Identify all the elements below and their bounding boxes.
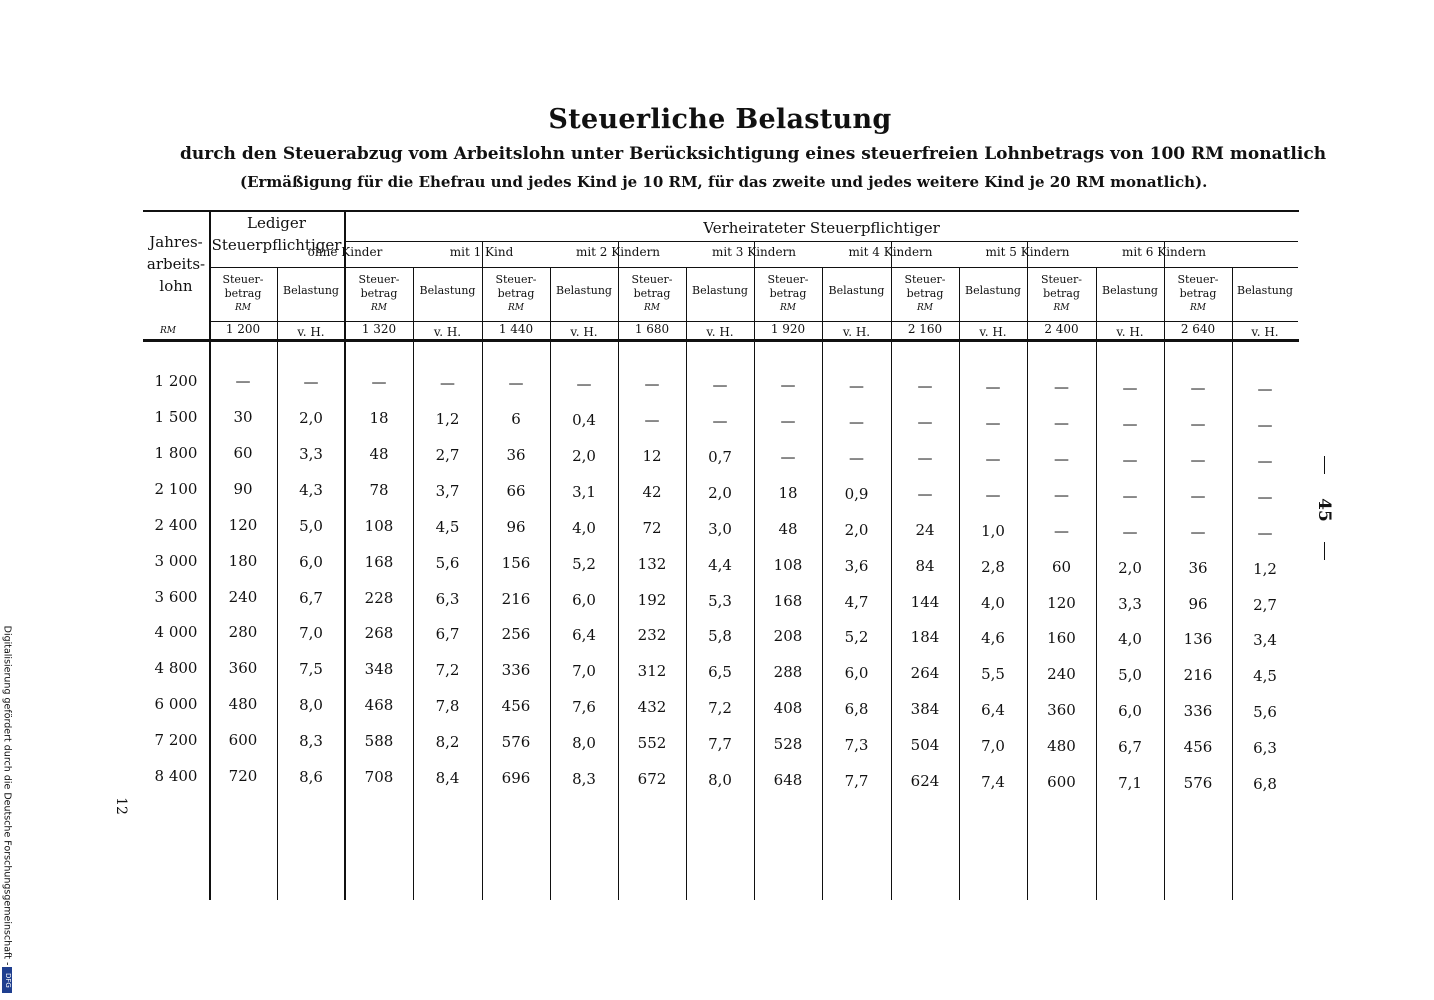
table-cell: 588 — [364, 732, 394, 750]
table-cell: — — [1054, 486, 1069, 504]
table-cell: 8,6 — [299, 768, 323, 786]
burden-header: Belastung — [965, 284, 1021, 297]
table-cell: 60 — [233, 444, 253, 462]
table-cell: 4,3 — [299, 481, 323, 499]
table-top-rule — [143, 210, 1299, 212]
table-cell: 192 — [637, 591, 667, 609]
table-cell: — — [644, 411, 660, 429]
table-cell: 240 — [1047, 665, 1076, 683]
table-cell: — — [780, 448, 796, 466]
tax-amount-header: betrag — [1043, 287, 1080, 300]
table-cell: 4,6 — [981, 629, 1005, 647]
table-cell: 72 — [642, 519, 662, 537]
tax-amount-header: betrag — [906, 287, 944, 300]
table-cell: 208 — [773, 627, 803, 645]
table-cell: 0,9 — [844, 485, 869, 503]
table-cell: — — [780, 376, 796, 394]
sub-rule — [413, 267, 414, 900]
table-cell: — — [985, 450, 1001, 468]
table-cell: — — [1190, 523, 1206, 541]
table-cell: — — [985, 414, 1001, 432]
table-cell: — — [1054, 414, 1069, 432]
tax-unit-label: RM — [917, 303, 933, 313]
tax-unit-label: RM — [1190, 303, 1206, 313]
threshold-value: 1 200 — [225, 322, 261, 336]
table-cell: — — [1054, 522, 1069, 540]
tax-amount-header: betrag — [360, 287, 398, 300]
table-cell: — — [235, 372, 251, 390]
table-cell: 5,0 — [1118, 666, 1142, 684]
table-cell: 7,3 — [844, 736, 869, 754]
table-cell: 7,8 — [435, 697, 460, 715]
burden-unit-label: v. H. — [1251, 325, 1279, 339]
burden-header: Belastung — [1237, 284, 1293, 297]
table-cell: 3,1 — [572, 483, 596, 501]
table-cell: 256 — [501, 625, 531, 643]
burden-unit-label: v. H. — [433, 325, 462, 339]
table-cell: — — [849, 449, 864, 467]
table-cell: — — [1257, 488, 1273, 506]
table-cell: 108 — [773, 556, 803, 574]
sub-rule — [1232, 267, 1233, 900]
table-cell: — — [712, 376, 728, 394]
table-cell: 184 — [910, 628, 940, 646]
table-cell: 624 — [910, 772, 940, 790]
table-cell: 6,0 — [299, 553, 323, 571]
tax-unit-label: RM — [1053, 303, 1070, 313]
dfg-logo: DFG — [2, 967, 12, 993]
page-number-right: 45 — [1313, 498, 1334, 522]
tax-unit-label: RM — [235, 303, 251, 313]
table-cell: 552 — [637, 734, 667, 752]
table-cell: — — [644, 375, 660, 393]
table-cell: 180 — [228, 552, 258, 570]
table-cell: 216 — [501, 590, 531, 608]
table-cell: 8,3 — [572, 770, 596, 788]
table-cell: 8,4 — [435, 769, 460, 787]
table-cell: 264 — [910, 664, 940, 682]
table-cell: 1,2 — [1253, 560, 1277, 578]
table-cell: 6,4 — [572, 626, 596, 644]
table-cell: 7,2 — [708, 699, 732, 717]
table-cell: 360 — [228, 659, 258, 677]
burden-unit-label: v. H. — [706, 325, 734, 339]
table-cell: 7,2 — [435, 661, 460, 679]
table-cell: 18 — [369, 409, 389, 427]
table-cell: 60 — [1051, 558, 1072, 576]
row-income: 4 800 — [154, 659, 198, 677]
table-cell: 168 — [773, 592, 803, 610]
tax-unit-label: RM — [371, 303, 387, 313]
table-cell: — — [985, 378, 1001, 396]
table-cell: — — [508, 374, 524, 392]
table-cell: 576 — [501, 733, 531, 751]
table-cell: 7,7 — [708, 735, 732, 753]
table-cell: 84 — [915, 557, 935, 575]
table-cell: — — [1257, 452, 1273, 470]
sub-rule — [1096, 267, 1097, 900]
table-cell: 3,7 — [435, 482, 460, 500]
page-title: Steuerliche Belastung — [548, 104, 892, 135]
table-cell: 6,3 — [435, 590, 460, 608]
table-cell: 156 — [501, 554, 531, 572]
table-cell: 66 — [506, 482, 526, 500]
table-cell: 3,3 — [1118, 595, 1142, 613]
table-cell: 280 — [228, 623, 258, 641]
table-cell: 96 — [1188, 595, 1208, 613]
table-cell: 648 — [773, 771, 803, 789]
table-cell: 48 — [369, 445, 389, 463]
table-cell: — — [849, 377, 864, 395]
threshold-value: 1 440 — [498, 322, 534, 336]
table-cell: 384 — [910, 700, 940, 718]
tax-amount-header: Steuer- — [222, 273, 264, 286]
tax-unit-label: RM — [508, 303, 524, 313]
burden-header: Belastung — [828, 284, 885, 297]
header-bottom-rule — [143, 339, 1299, 342]
table-cell: 24 — [915, 521, 935, 539]
table-cell: 4,5 — [1253, 667, 1277, 685]
table-cell: 5,5 — [981, 665, 1005, 683]
burden-header: Belastung — [556, 284, 612, 297]
table-cell: — — [371, 373, 387, 391]
row-income: 7 200 — [154, 731, 198, 749]
tax-amount-header: betrag — [1179, 287, 1217, 300]
table-cell: — — [780, 412, 796, 430]
burden-unit-label: v. H. — [297, 325, 325, 339]
subgroup-header: mit 4 Kindern — [848, 245, 933, 259]
single-header-line: Steuerpflichtiger — [211, 236, 342, 254]
row-income: 8 400 — [154, 767, 198, 785]
subgroup-header: mit 6 Kindern — [1121, 245, 1207, 259]
threshold-value: 2 640 — [1180, 322, 1216, 336]
table-cell: 2,7 — [1253, 596, 1277, 614]
table-cell: 2,0 — [1118, 559, 1142, 577]
table-cell: — — [1122, 487, 1138, 505]
table-cell: 2,0 — [572, 447, 596, 465]
table-cell: — — [1257, 524, 1273, 542]
table-cell: 36 — [506, 446, 526, 464]
table-cell: 3,6 — [844, 557, 869, 575]
sub-rule — [959, 267, 960, 900]
table-cell: 600 — [1047, 773, 1076, 791]
table-cell: 600 — [228, 731, 258, 749]
threshold-value: 2 160 — [907, 322, 943, 336]
row-income: 3 600 — [154, 588, 198, 606]
table-cell: 6,3 — [1253, 739, 1277, 757]
table-cell: — — [1257, 416, 1273, 434]
table-cell: 6,7 — [1118, 738, 1142, 756]
table-cell: 3,4 — [1253, 631, 1277, 649]
tax-amount-header: betrag — [224, 287, 262, 300]
table-cell: 480 — [228, 695, 258, 713]
tax-amount-header: Steuer- — [358, 273, 400, 286]
table-cell: 8,3 — [299, 732, 323, 750]
table-cell: 2,0 — [299, 409, 323, 427]
income-unit-label: RM — [160, 326, 176, 336]
single-header-line: Lediger — [247, 214, 306, 232]
table-cell: 90 — [233, 480, 253, 498]
table-cell: 408 — [773, 699, 803, 717]
tax-amount-header: betrag — [633, 287, 671, 300]
table-cell: 0,7 — [708, 448, 732, 466]
table-cell: 2,8 — [981, 558, 1005, 576]
table-cell: — — [303, 373, 319, 391]
table-cell: 4,4 — [708, 556, 732, 574]
table-cell: — — [1190, 415, 1206, 433]
table-cell: 6,8 — [1253, 775, 1277, 793]
table-cell: 30 — [233, 408, 253, 426]
table-cell: 6,5 — [708, 663, 732, 681]
page-subtitle: durch den Steuerabzug vom Arbeitslohn unter Berücksichtigung eines steuerfreien Lohnbetrags von 100 RM monatlich — [180, 144, 1327, 164]
married-header: Verheirateter Steuerpflichtiger — [703, 219, 940, 237]
table-cell: 348 — [364, 660, 394, 678]
subgroup-header: mit 3 Kindern — [711, 245, 797, 259]
table-cell: 4,5 — [435, 518, 460, 536]
tax-amount-header: betrag — [497, 287, 535, 300]
subgroup-header: mit 1 Kind — [449, 245, 514, 259]
tax-amount-header: Steuer- — [1177, 273, 1219, 286]
table-cell: 240 — [228, 588, 258, 606]
table-cell: — — [712, 412, 728, 430]
table-cell: 132 — [637, 555, 667, 573]
table-cell: 18 — [778, 484, 798, 502]
digitization-note: Digitalisierung gefördert durch die Deutsche Forschungsgemeinschaft - — [1, 625, 13, 966]
table-cell: — — [1257, 380, 1273, 398]
income-column-header: Jahres- — [149, 233, 203, 251]
row-income: 6 000 — [154, 695, 198, 713]
table-cell: 3,3 — [299, 445, 323, 463]
table-cell: 336 — [1183, 702, 1213, 720]
burden-header: Belastung — [1102, 284, 1158, 297]
table-cell: 6,0 — [572, 591, 596, 609]
table-cell: — — [917, 485, 933, 503]
table-cell: 2,0 — [844, 521, 869, 539]
table-cell: 160 — [1047, 629, 1076, 647]
table-cell: 168 — [364, 553, 394, 571]
table-cell: 120 — [228, 516, 258, 534]
row-income: 1 500 — [154, 408, 198, 426]
row-income: 3 000 — [154, 552, 198, 570]
margin-dash — [1324, 456, 1325, 474]
table-cell: 1,0 — [981, 522, 1005, 540]
table-cell: 6,0 — [844, 664, 869, 682]
table-cell: 6,7 — [299, 589, 323, 607]
table-cell: 4,0 — [1118, 630, 1142, 648]
table-cell: 7,4 — [981, 773, 1005, 791]
table-cell: 6,8 — [844, 700, 869, 718]
sub-rule — [277, 267, 278, 900]
table-cell: 1,2 — [435, 410, 460, 428]
table-cell: 720 — [228, 767, 258, 785]
table-cell: — — [1190, 451, 1206, 469]
table-cell: 5,3 — [708, 592, 732, 610]
table-cell: 708 — [364, 768, 394, 786]
table-cell: — — [917, 377, 933, 395]
table-cell: 8,0 — [572, 734, 596, 752]
table-cell: 8,0 — [299, 696, 323, 714]
table-cell: — — [849, 413, 864, 431]
row-income: 1 200 — [154, 372, 198, 390]
table-cell: 216 — [1183, 666, 1213, 684]
row-income: 2 400 — [154, 516, 198, 534]
table-cell: — — [1122, 523, 1138, 541]
burden-header: Belastung — [692, 284, 748, 297]
table-cell: 480 — [1047, 737, 1076, 755]
threshold-value: 1 320 — [361, 322, 397, 336]
table-cell: 360 — [1047, 701, 1076, 719]
tax-amount-header: Steuer- — [904, 273, 946, 286]
table-cell: 288 — [773, 663, 803, 681]
table-cell: 456 — [501, 697, 531, 715]
tax-amount-header: Steuer- — [631, 273, 673, 286]
table-cell: 7,1 — [1118, 774, 1142, 792]
tax-amount-header: betrag — [769, 287, 807, 300]
table-cell: 7,7 — [844, 772, 869, 790]
table-cell: 672 — [637, 770, 667, 788]
table-cell: 4,7 — [844, 593, 869, 611]
table-cell: 456 — [1183, 738, 1213, 756]
table-cell: 0,4 — [572, 411, 596, 429]
table-cell: 2,0 — [708, 484, 732, 502]
threshold-value: 1 920 — [770, 322, 806, 336]
margin-dash — [1324, 542, 1325, 560]
table-cell: 6,0 — [1118, 702, 1142, 720]
table-cell: 7,0 — [299, 624, 323, 642]
sub-rule — [822, 267, 823, 900]
sub-rule — [686, 267, 687, 900]
table-cell: 2,7 — [435, 446, 460, 464]
threshold-value: 2 400 — [1044, 322, 1079, 336]
table-cell: — — [1054, 450, 1069, 468]
table-cell: 432 — [637, 698, 667, 716]
table-cell: 6,7 — [435, 625, 460, 643]
threshold-value: 1 680 — [634, 322, 670, 336]
table-cell: 8,2 — [435, 733, 460, 751]
tax-amount-header: Steuer- — [495, 273, 537, 286]
table-cell: 7,0 — [572, 662, 596, 680]
table-cell: — — [440, 374, 455, 392]
tax-amount-header: Steuer- — [1040, 273, 1083, 286]
table-cell: — — [1122, 415, 1138, 433]
table-cell: — — [576, 375, 592, 393]
table-cell: 232 — [637, 626, 667, 644]
table-cell: 696 — [501, 769, 531, 787]
subgroup-header: mit 2 Kindern — [575, 245, 661, 259]
table-cell: — — [1190, 487, 1206, 505]
table-cell: 6 — [511, 410, 521, 428]
page-note: (Ermäßigung für die Ehefrau und jedes Kind je 10 RM, für das zweite und jedes weitere Kind je 20 RM monatlich). — [240, 173, 1208, 191]
subgroup-header: mit 5 Kindern — [985, 245, 1070, 259]
table-cell: 576 — [1183, 774, 1213, 792]
table-cell: 78 — [369, 481, 389, 499]
subgroup-header: ohne Kinder — [307, 245, 383, 259]
table-cell: 7,5 — [299, 660, 323, 678]
table-cell: 8,0 — [708, 771, 732, 789]
table-cell: 48 — [778, 520, 798, 538]
burden-unit-label: v. H. — [570, 325, 598, 339]
row-income: 4 000 — [154, 623, 198, 641]
table-cell: 4,0 — [981, 594, 1005, 612]
table-cell: 468 — [364, 696, 394, 714]
table-cell: 528 — [773, 735, 803, 753]
table-cell: 6,4 — [981, 701, 1005, 719]
table-cell: — — [917, 449, 933, 467]
table-cell: 312 — [637, 662, 667, 680]
table-cell: 4,0 — [572, 519, 596, 537]
table-cell: 268 — [364, 624, 394, 642]
table-cell: 5,6 — [435, 554, 460, 572]
tax-amount-header: Steuer- — [767, 273, 809, 286]
table-cell: 36 — [1188, 559, 1208, 577]
row-income: 1 800 — [154, 444, 198, 462]
table-cell: 336 — [501, 661, 531, 679]
table-cell: — — [1054, 378, 1069, 396]
burden-unit-label: v. H. — [1116, 325, 1144, 339]
tax-unit-label: RM — [644, 303, 660, 313]
table-cell: 504 — [910, 736, 940, 754]
burden-header: Belastung — [419, 284, 476, 297]
row-income: 2 100 — [154, 480, 198, 498]
table-cell: 136 — [1183, 630, 1213, 648]
table-cell: 5,8 — [708, 627, 732, 645]
table-cell: 5,0 — [299, 517, 323, 535]
table-cell: 5,2 — [572, 555, 596, 573]
table-cell: — — [1122, 379, 1138, 397]
table-cell: — — [1190, 379, 1206, 397]
table-cell: 5,6 — [1253, 703, 1277, 721]
table-cell: 7,0 — [981, 737, 1005, 755]
table-cell: 96 — [506, 518, 526, 536]
sub-rule — [550, 267, 551, 900]
table-cell: 144 — [910, 593, 940, 611]
income-column-header: lohn — [159, 277, 193, 295]
burden-unit-label: v. H. — [842, 325, 871, 339]
burden-header: Belastung — [283, 284, 339, 297]
table-cell: 3,0 — [708, 520, 732, 538]
table-cell: 42 — [642, 483, 662, 501]
table-cell: 120 — [1047, 594, 1076, 612]
table-cell: 108 — [364, 517, 394, 535]
burden-unit-label: v. H. — [979, 325, 1007, 339]
table-cell: 228 — [364, 589, 394, 607]
table-cell: 7,6 — [572, 698, 596, 716]
table-cell: 5,2 — [844, 628, 869, 646]
table-cell: 12 — [642, 447, 662, 465]
table-cell: — — [985, 486, 1001, 504]
page-number-left: 12 — [112, 797, 129, 815]
group-header-rule — [345, 241, 1298, 242]
table-cell: — — [1122, 451, 1138, 469]
tax-unit-label: RM — [780, 303, 796, 313]
income-column-header: arbeits- — [146, 255, 206, 273]
table-cell: — — [917, 413, 933, 431]
